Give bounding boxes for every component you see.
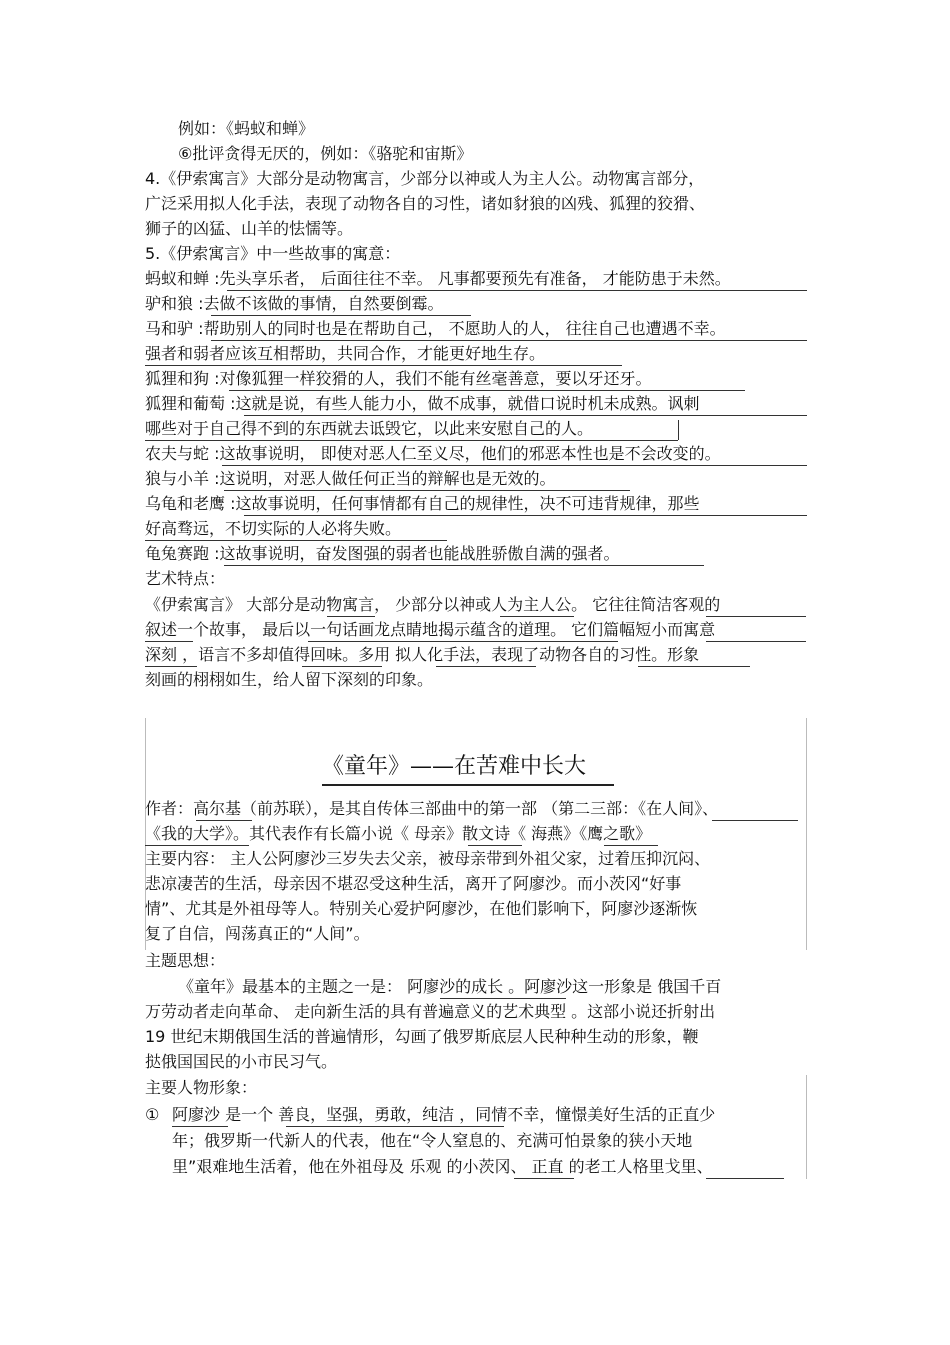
content-line-4: 复了自信，闯荡真正的“人间”。	[145, 924, 370, 943]
moral-label: 狐狸和葡萄 :	[145, 394, 236, 413]
characters-heading: 主要人物形象：	[145, 1078, 258, 1097]
moral-horse-donkey	[145, 318, 726, 340]
moral-wolf-lamb	[145, 468, 556, 490]
content-line-2: 悲凉凄苦的生活，母亲因不堪忍受这种生活，离开了阿廖沙。而小茨冈“好事	[145, 874, 682, 893]
moral-label: 狐狸和狗 :	[145, 369, 220, 388]
moral-label: 蚂蚁和蝉 :	[145, 269, 220, 288]
character-line-2: 年；俄罗斯一代新人的代表，他在“令人窒息的、充满可怕景象的狭小天地	[172, 1131, 693, 1150]
content-line-3: 情”、尤其是外祖母等人。特别关心爱护阿廖沙，在他们影响下，阿廖沙逐渐恢	[145, 899, 698, 918]
moral-text: 这就是说，有些人能力小，做不成事，就借口说时机未成熟。讽刺	[235, 394, 700, 413]
moral-text: 对像狐狸一样狡猾的人，我们不能有丝毫善意，要以牙还牙。	[219, 369, 652, 388]
moral-text: 先头享乐者， 后面往往不幸。 凡事都要预先有准备， 才能防患于未然。	[219, 269, 731, 288]
moral-text: 这故事说明，任何事情都有自己的规律性，决不可违背规律，那些	[235, 494, 700, 513]
paragraph-4-line-3: 狮子的凶猛、山羊的怯懦等。	[145, 219, 354, 238]
moral-ant-cicada	[145, 268, 731, 290]
art-line-4: 刻画的栩栩如生，给人留下深刻的印象。	[145, 670, 434, 689]
moral-tortoise-eagle	[145, 493, 700, 515]
moral-fox-dog	[145, 368, 652, 390]
moral-text: 这故事说明， 即使对恶人仁至义尽，他们的邪恶本性也是不会改变的。	[219, 444, 721, 463]
theme-line-1: 《童年》最基本的主题之一是： 阿廖沙的成长 。阿廖沙这一形象是 俄国千百	[178, 977, 722, 996]
theme-line-4: 挞俄国国民的小市民习气。	[145, 1052, 338, 1071]
character-line-1: 阿廖沙 是一个 善良，坚强，勇敢，纯洁 ，同情不幸，憧憬美好生活的正直少	[172, 1105, 716, 1124]
moral-label: 农夫与蛇 :	[145, 444, 220, 463]
moral-text: 这故事说明，奋发图强的弱者也能战胜骄傲自满的强者。	[219, 544, 620, 563]
moral-tortoise-hare	[145, 543, 620, 565]
section-title: 《童年》——在苦难中长大	[322, 752, 614, 786]
moral-text: 去做不该做的事情，自然要倒霉。	[203, 294, 444, 313]
author-line-2: 《我的大学》。其代表作有长篇小说《 母亲》散文诗《 海燕》《鹰之歌》	[145, 824, 652, 843]
art-line-1: 《伊索寓言》 大部分是动物寓言， 少部分以神或人为主人公。 它往往简洁客观的	[145, 595, 721, 614]
moral-label: 乌龟和老鹰 :	[145, 494, 236, 513]
theme-line-3: 19 世纪末期俄国生活的普遍情形，勾画了俄罗斯底层人民种种生动的形象，鞭	[145, 1027, 699, 1046]
list-marker-one: ①	[145, 1105, 160, 1124]
point-6: ⑥批评贪得无厌的，例如：《骆驼和宙斯》	[178, 144, 473, 163]
moral-horse-donkey-cont: 强者和弱者应该互相帮助，共同合作，才能更好地生存。	[145, 344, 546, 363]
moral-donkey-wolf	[145, 293, 444, 315]
paragraph-4-line-1: 4.《伊索寓言》大部分是动物寓言，少部分以神或人为主人公。动物寓言部分，	[145, 169, 705, 188]
moral-tortoise-eagle-cont: 好高骛远，不切实际的人必将失败。	[145, 519, 402, 538]
moral-fox-grapes-cont: 哪些对于自己得不到的东西就去诋毁它，以此来安慰自己的人。	[145, 419, 594, 438]
theme-line-2: 万劳动者走向革命、 走向新生活的具有普遍意义的艺术典型 。这部小说还折射出	[145, 1002, 716, 1021]
art-heading: 艺术特点：	[145, 569, 226, 588]
author-line-1: 作者：高尔基（前苏联），是其自传体三部曲中的第一部 （第二三部：《在人间》、	[145, 799, 719, 818]
theme-heading: 主题思想：	[145, 951, 226, 970]
moral-label: 马和驴 :	[145, 319, 204, 338]
moral-farmer-snake	[145, 443, 721, 465]
moral-text: 帮助别人的同时也是在帮助自己， 不愿助人的人， 往往自己也遭遇不幸。	[203, 319, 726, 338]
paragraph-4-line-2: 广泛采用拟人化手法，表现了动物各自的习性，诸如豺狼的凶残、狐狸的狡猾、	[145, 194, 706, 213]
character-line-3: 里”艰难地生活着，他在外祖母及 乐观 的小茨冈、 正直 的老工人格里戈里、	[172, 1157, 713, 1176]
moral-text: 这说明，对恶人做任何正当的辩解也是无效的。	[219, 469, 556, 488]
art-line-3: 深刻 ，语言不多却值得回味。多用 拟人化手法，表现了动物各自的习性。形象	[145, 645, 700, 664]
moral-label: 龟兔赛跑 :	[145, 544, 220, 563]
paragraph-5-heading: 5.《伊索寓言》中一些故事的寓意：	[145, 244, 401, 263]
moral-label: 驴和狼 :	[145, 294, 204, 313]
moral-fox-grapes	[145, 393, 700, 415]
art-line-2: 叙述一个故事， 最后以一句话画龙点睛地揭示蕴含的道理。 它们篇幅短小而寓意	[145, 620, 716, 639]
moral-label: 狼与小羊 :	[145, 469, 220, 488]
content-line-1: 主要内容： 主人公阿廖沙三岁失去父亲，被母亲带到外祖父家，过着压抑沉闷、	[145, 849, 711, 868]
example-ant-cicada: 例如：《蚂蚁和蝉》	[178, 119, 315, 138]
